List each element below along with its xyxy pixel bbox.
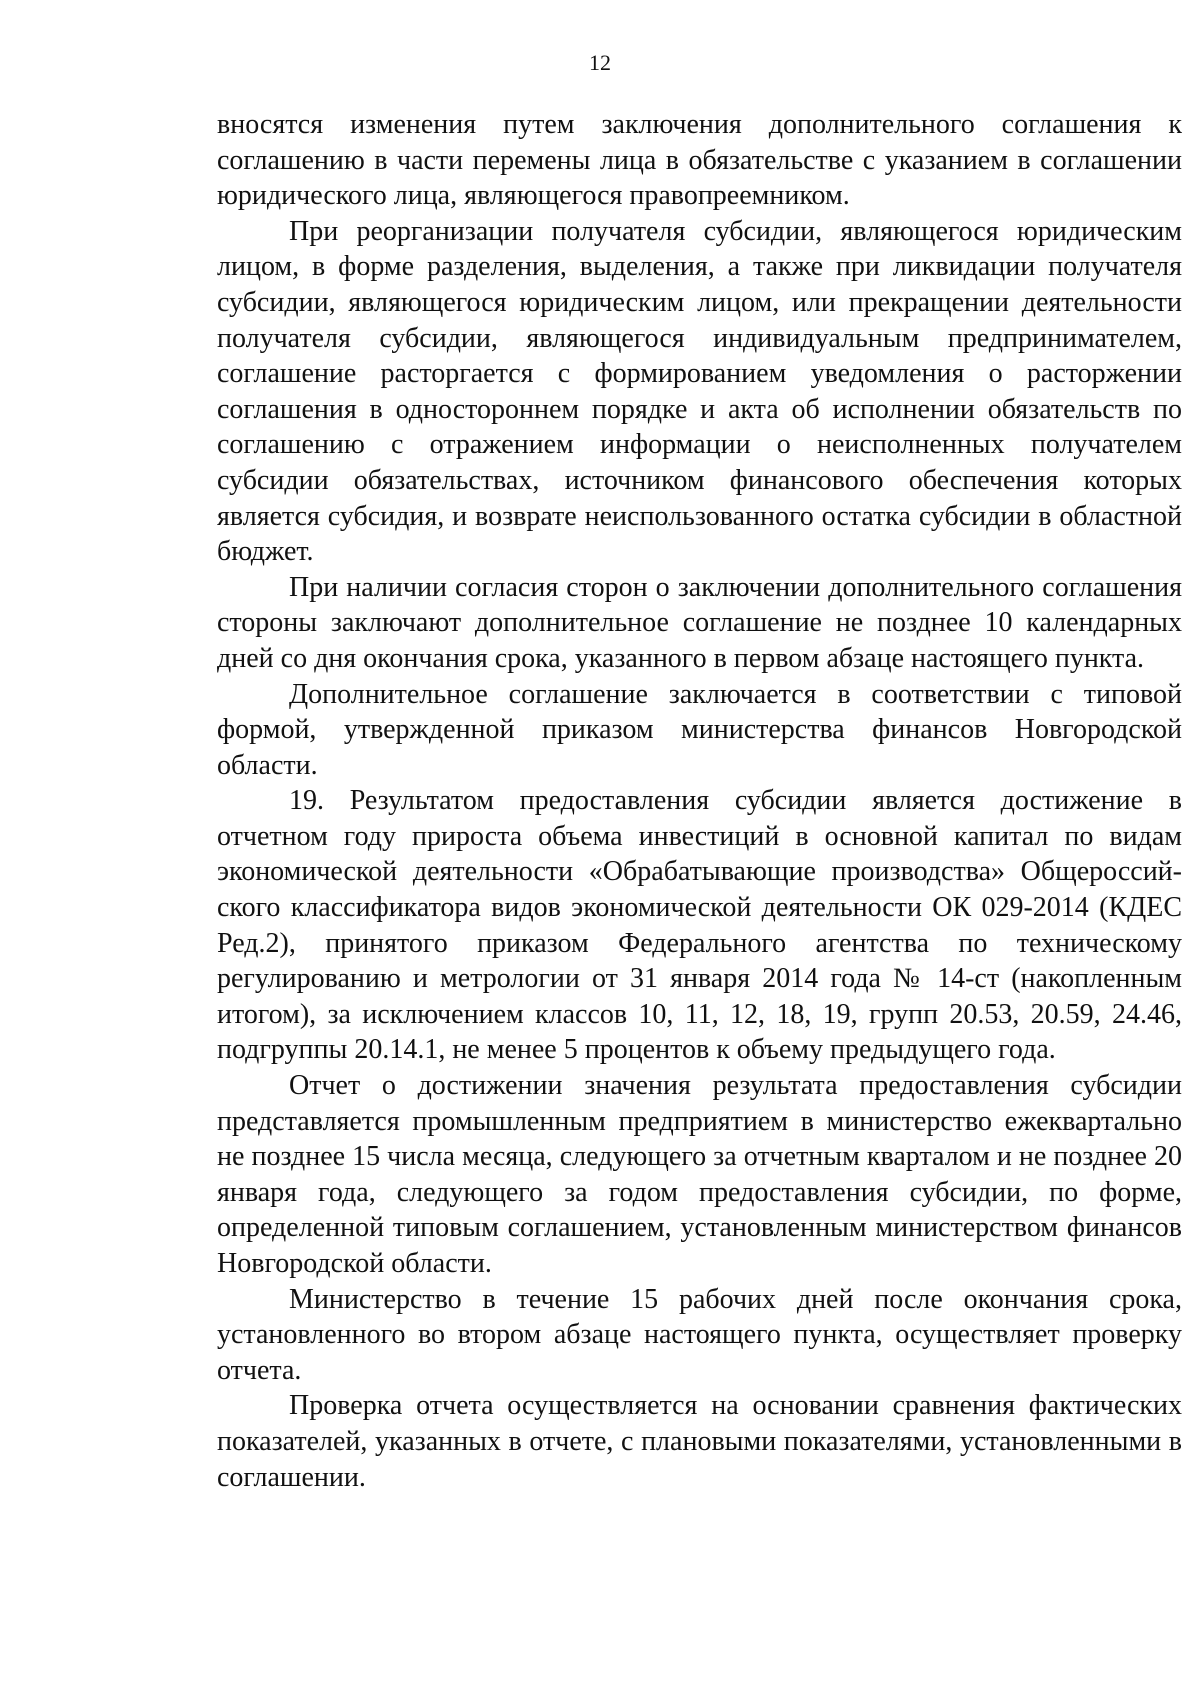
paragraph-continuation: вносятся изменения путем заключения дополнительного соглашения к соглашению в части перемены лица в обязательстве с указанием в соглашении юридического лица, являющегося правопреемником. xyxy=(217,109,1182,212)
paragraph-reorganization: При реорганизации получателя субсидии, являющегося юридическим лицом, в форме разделения, выделения, а также при ликвидации получателя субсидии, являющегося юридическим лицом, или прекращении деятельности получателя субсидии, являющегося индивидуальным предпринимателем, соглашение расторгается с формированием уведомления о расторжении соглашения в одностороннем порядке и акта об исполнении обязательств по соглашению с отражением информации о неисполненных получателем субсидии обязательствах, источником финансового обеспечения которых является субсидия, и возврате неиспользованного остатка субсидии в областной бюджет. xyxy=(217,215,1182,568)
document-body xyxy=(217,107,1182,1495)
paragraph-agreement-consent: При наличии согласия сторон о заключении дополнительного соглашения стороны заключают дополнительное соглашение не позднее 10 календарных дней со дня окончания срока, указанного в первом абзаце настоящего пункта. xyxy=(217,571,1182,674)
paragraph-report-submission: Отчет о достижении значения результата предоставления субсидии представляется промышленным предприятием в министерство ежеквартально не позднее 15 числа месяца, следующего за отчетным кварталом и не позднее 20 января года, следующего за годом предоставления субсидии, по форме, определенной типовым соглашением, установленным министерством финансов Новгородской области. xyxy=(217,1070,1182,1279)
paragraph-standard-form: Дополнительное соглашение заключается в соответствии с типовой формой, утвержденной приказом министерства финансов Новгородской области. xyxy=(217,678,1182,781)
page-number: 12 xyxy=(589,50,611,75)
paragraph-ministry-check: Министерство в течение 15 рабочих дней после окончания срока, установленного во втором абзаце настоящего пункта, осуществляет проверку отчета. xyxy=(217,1283,1182,1386)
paragraph-check-basis: Проверка отчета осуществляется на основании сравнения фактических показателей, указанных в отчете, с плановыми показателями, установленными в соглашении. xyxy=(217,1390,1182,1493)
paragraph-item-19-result: 19. Результатом предоставления субсидии является достижение в отчетном году прироста объема инвестиций в основной капитал по видам экономической деятельности «Обрабатывающие производства» Общероссийского классификатора видов экономической деятельности ОК 029-2014 (КДЕС Ред.2), принятого приказом Федерального агентства по техническому регулированию и метрологии от 31 января 2014 года № 14-ст (накопленным итогом), за исключением классов 10, 11, 12, 18, 19, групп 20.53, 20.59, 24.46, подгруппы 20.14.1, не менее 5 процентов к объему предыдущего года. xyxy=(217,785,1182,1066)
